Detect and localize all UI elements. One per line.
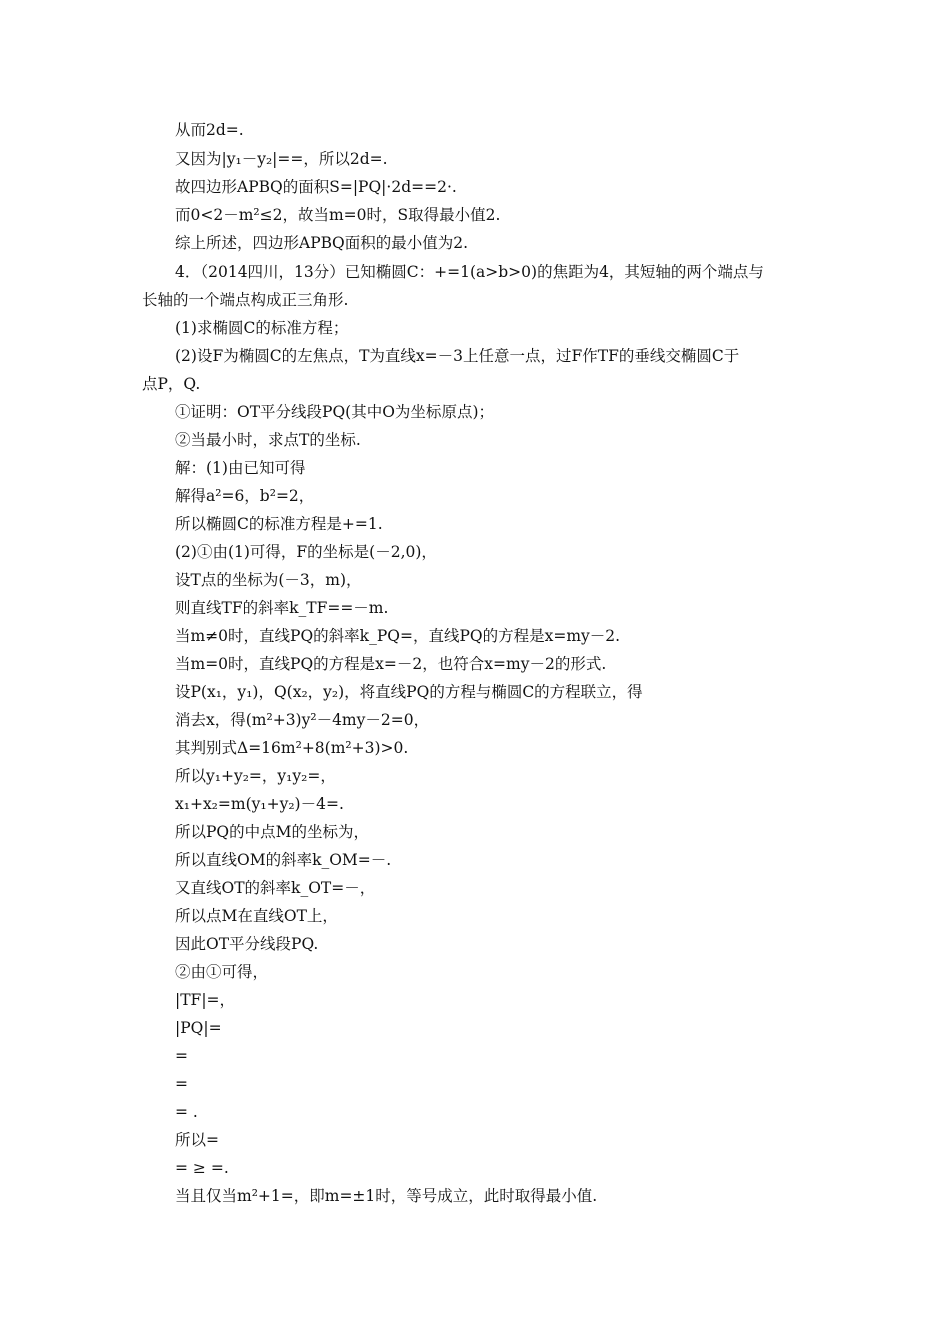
text-line: 当且仅当m²+1=，即m=±1时，等号成立，此时取得最小值. <box>175 1187 598 1205</box>
text-line: 又直线OT的斜率k_OT=－， <box>175 879 376 897</box>
problem-heading: 4．（2014四川，13分）已知椭圆C：+=1(a>b>0)的焦距为4，其短轴的两个端点与 <box>175 263 764 281</box>
text-line: 综上所述，四边形APBQ面积的最小值为2. <box>175 234 469 252</box>
text-line: 从而2d=. <box>175 121 244 139</box>
text-line: = <box>175 1075 188 1093</box>
text-line: = <box>175 1047 188 1065</box>
text-line: ②由①可得， <box>175 963 269 981</box>
text-line: 所以椭圆C的标准方程是+=1. <box>175 515 383 533</box>
text-line: ①证明：OT平分线段PQ(其中O为坐标原点)； <box>175 403 494 421</box>
text-line: x₁+x₂=m(y₁+y₂)－4=. <box>175 795 344 813</box>
text-line: 解得a²=6，b²=2， <box>175 487 315 505</box>
text-line: 而0<2－m²≤2，故当m=0时，S取得最小值2. <box>175 206 501 224</box>
text-line: 又因为|y₁－y₂|==，所以2d=. <box>175 150 388 168</box>
text-line: 所以= <box>175 1131 219 1149</box>
text-line: 长轴的一个端点构成正三角形. <box>142 291 349 309</box>
text-line: 因此OT平分线段PQ. <box>175 935 319 953</box>
text-line: 设T点的坐标为(－3，m)， <box>175 571 362 589</box>
text-line: 所以直线OM的斜率k_OM=－. <box>175 851 392 869</box>
text-line: 所以PQ的中点M的坐标为， <box>175 823 370 841</box>
text-line: 当m≠0时，直线PQ的斜率k_PQ=，直线PQ的方程是x=my－2. <box>175 627 621 645</box>
text-line: 所以点M在直线OT上， <box>175 907 338 925</box>
text-line: 其判别式Δ=16m²+8(m²+3)>0. <box>175 739 409 757</box>
text-line: (2)设F为椭圆C的左焦点，T为直线x=－3上任意一点，过F作TF的垂线交椭圆C于 <box>175 347 740 365</box>
text-line: |TF|=， <box>175 991 236 1009</box>
text-line: 点P，Q. <box>142 375 201 393</box>
text-line: (2)①由(1)可得，F的坐标是(－2,0)， <box>175 543 437 561</box>
text-line: 所以y₁+y₂=，y₁y₂=， <box>175 767 336 785</box>
text-line: 当m=0时，直线PQ的方程是x=－2，也符合x=my－2的形式. <box>175 655 607 673</box>
text-line: |PQ|= <box>175 1019 222 1037</box>
text-line: 则直线TF的斜率k_TF==－m. <box>175 599 389 617</box>
text-line: 故四边形APBQ的面积S=|PQ|·2d==2·. <box>175 178 457 196</box>
text-line: 设P(x₁，y₁)，Q(x₂，y₂)，将直线PQ的方程与椭圆C的方程联立，得 <box>175 683 643 701</box>
text-line: 解：(1)由已知可得 <box>175 459 306 477</box>
text-line: (1)求椭圆C的标准方程； <box>175 319 349 337</box>
text-line: = ≥ =. <box>175 1159 229 1177</box>
text-line: 消去x，得(m²+3)y²－4my－2=0， <box>175 711 430 729</box>
text-line: = . <box>175 1103 198 1121</box>
text-line: ②当最小时，求点T的坐标. <box>175 431 361 449</box>
